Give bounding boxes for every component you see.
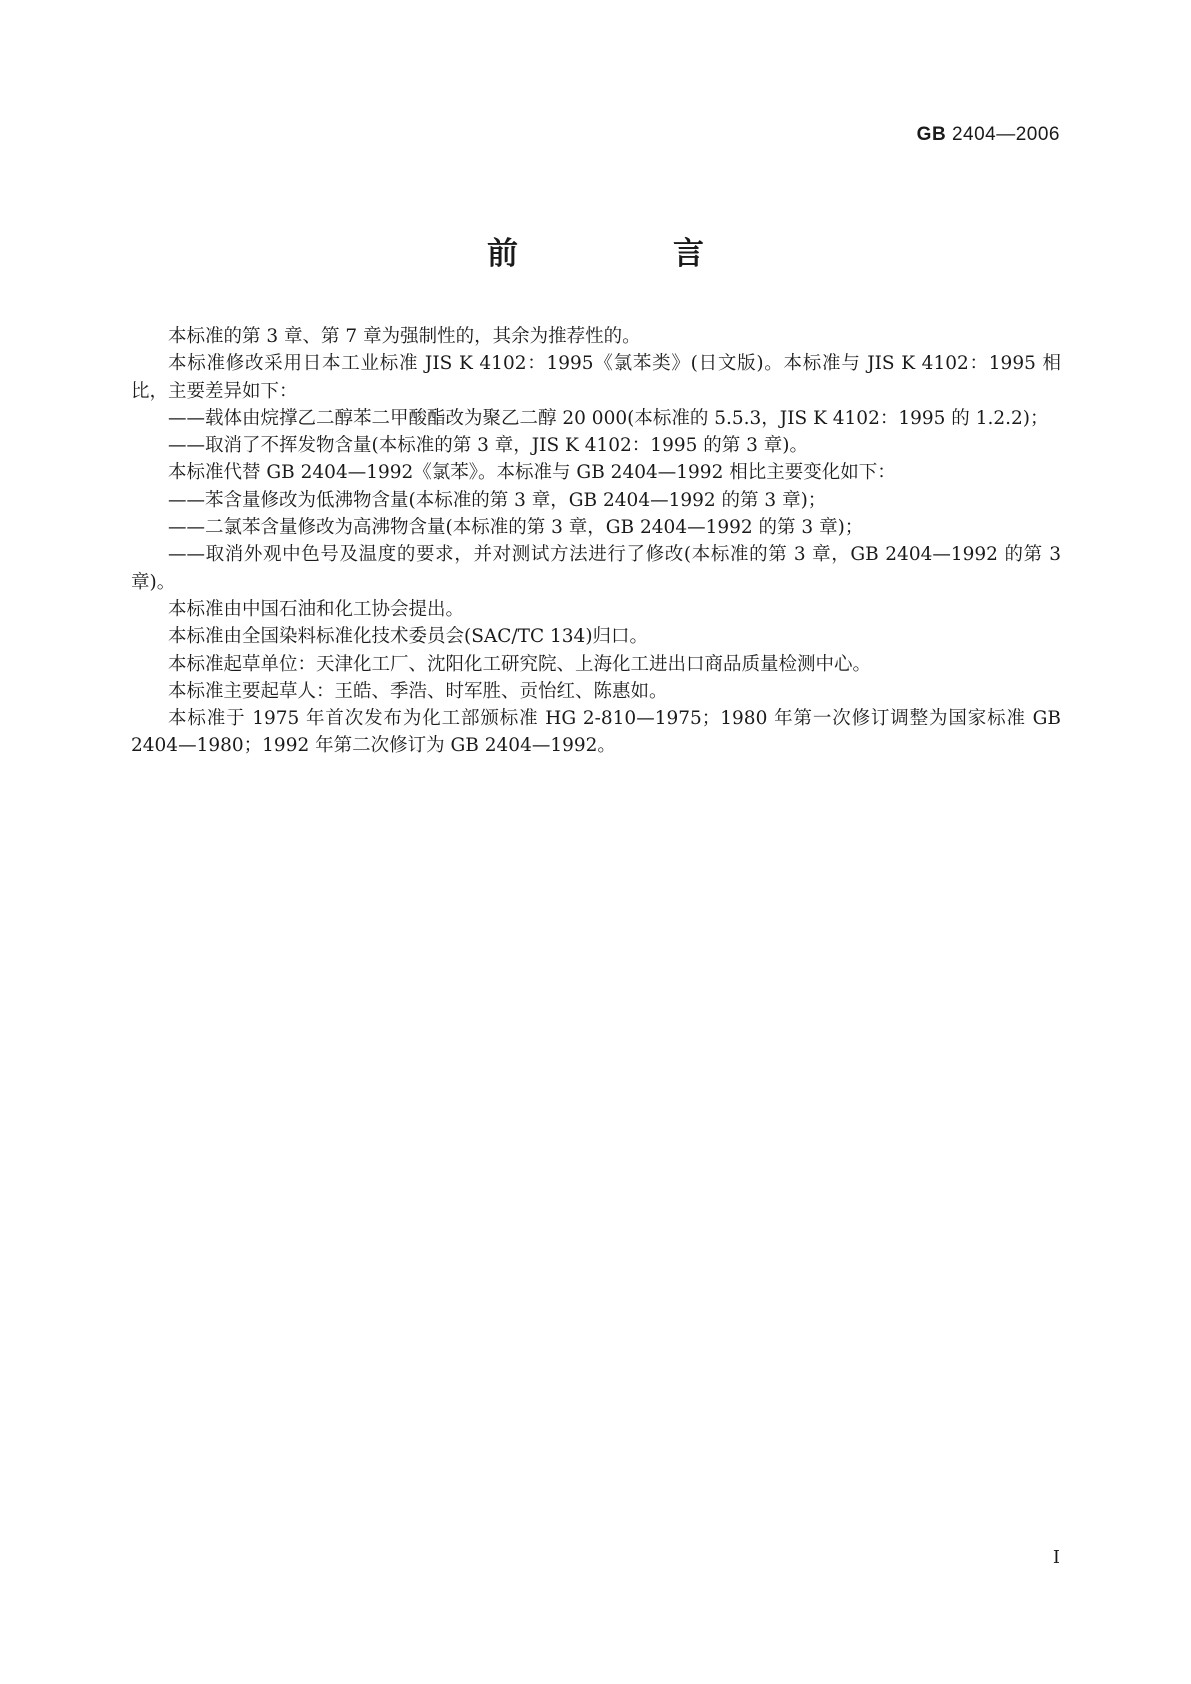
standard-code-number: 2404—2006 <box>951 124 1060 145</box>
list-item-carrier-change: ——载体由烷撑乙二醇苯二甲酸酯改为聚乙二醇 20 000(本标准的 5.5.3，JIS K 4102：1995 的 1.2.2)； <box>168 407 1049 429</box>
paragraph-drafting-units: 本标准起草单位：天津化工厂、沈阳化工研究院、上海化工进出口商品质量检测中心。 <box>168 653 872 675</box>
standard-code-prefix: GB <box>916 124 947 145</box>
paragraph-adoption: 本标准修改采用日本工业标准 JIS K 4102：1995《氯苯类》(日文版)。本标准与 JIS K 4102：1995 相比，主要差异如下： <box>131 353 1061 402</box>
page-title: 前 言 <box>487 236 766 272</box>
list-item-benzene-change: ——苯含量修改为低沸物含量(本标准的第 3 章，GB 2404—1992 的第 3 章)； <box>168 489 827 511</box>
standard-code <box>917 124 1060 146</box>
paragraph-mandatory-chapters: 本标准的第 3 章、第 7 章为强制性的，其余为推荐性的。 <box>168 326 641 347</box>
paragraph-proposer: 本标准由中国石油和化工协会提出。 <box>168 598 465 620</box>
list-item-nonvolatile-removed: ——取消了不挥发物含量(本标准的第 3 章，JIS K 4102：1995 的第 3 章)。 <box>168 435 809 457</box>
foreword-body <box>131 323 1061 760</box>
page-number: I <box>1052 1547 1060 1568</box>
paragraph-history: 本标准于 1975 年首次发布为化工部颁标准 HG 2-810—1975；1980 年第一次修订调整为国家标准 GB 2404—1980；1992 年第二次修订为 GB 2404—1992。 <box>131 708 1061 757</box>
paragraph-drafters: 本标准主要起草人：王皓、季浩、时军胜、贡怡红、陈惠如。 <box>168 680 668 702</box>
paragraph-committee: 本标准由全国染料标准化技术委员会(SAC/TC 134)归口。 <box>168 626 649 648</box>
list-item-appearance-change: ——取消外观中色号及温度的要求，并对测试方法进行了修改(本标准的第 3 章，GB 2404—1992 的第 3 章)。 <box>131 544 1061 593</box>
paragraph-replacement: 本标准代替 GB 2404—1992《氯苯》。本标准与 GB 2404—1992 相比主要变化如下： <box>168 462 896 484</box>
list-item-dichlorobenzene-change: ——二氯苯含量修改为高沸物含量(本标准的第 3 章，GB 2404—1992 的第 3 章)； <box>168 517 864 539</box>
